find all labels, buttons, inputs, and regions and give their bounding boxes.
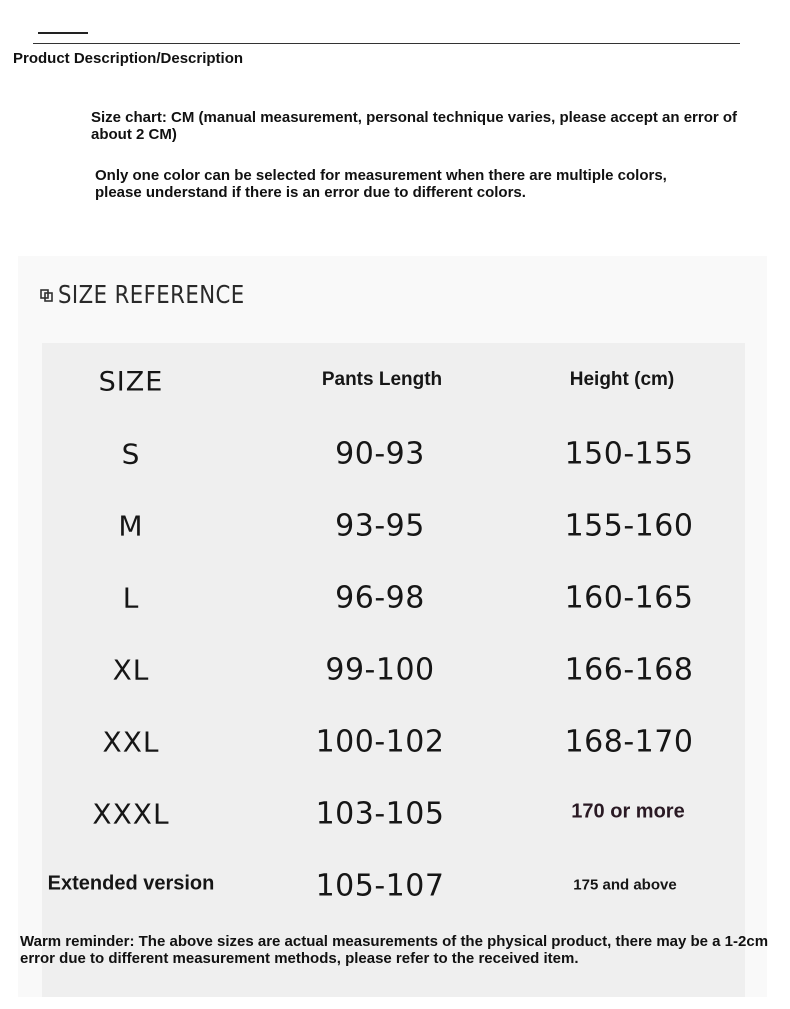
size-cell: M	[118, 509, 144, 543]
top-divider	[33, 43, 740, 44]
size-cell: XL	[112, 653, 150, 687]
pants-length-cell: 105-107	[315, 868, 445, 904]
height-cell: 150-155	[564, 436, 694, 472]
column-header-size: SIZE	[98, 366, 164, 398]
color-note: Only one color can be selected for measurement when there are multiple colors, please understand if there is an error due to different colors.	[95, 167, 667, 201]
section-heading: Product Description/Description	[13, 50, 244, 67]
size-reference-icon	[40, 287, 54, 303]
measurement-note: Size chart: CM (manual measurement, personal technique varies, please accept an error of about 2 CM)	[91, 109, 738, 143]
height-cell: 168-170	[564, 724, 694, 760]
size-cell: L	[122, 581, 140, 615]
warm-reminder: Warm reminder: The above sizes are actual measurements of the physical product, there may be a 1-2cm error due to different measurement methods, please refer to the received item.	[20, 933, 769, 967]
pants-length-cell: 103-105	[315, 796, 445, 832]
column-header-pants-length: Pants Length	[321, 369, 443, 390]
size-table	[42, 343, 745, 997]
size-cell: XXL	[102, 725, 160, 759]
size-cell: XXXL	[92, 797, 170, 831]
pants-length-cell: 96-98	[335, 580, 425, 616]
height-cell: 166-168	[564, 652, 694, 688]
size-cell: Extended version	[47, 872, 215, 895]
column-header-height: Height (cm)	[569, 369, 675, 390]
height-cell: 170 or more	[571, 800, 685, 823]
pants-length-cell: 99-100	[325, 652, 435, 688]
pants-length-cell: 93-95	[335, 508, 425, 544]
height-cell: 175 and above	[573, 876, 677, 894]
size-reference-title: SIZE REFERENCE	[58, 280, 245, 309]
height-cell: 155-160	[564, 508, 694, 544]
pants-length-cell: 90-93	[335, 436, 425, 472]
top-short-divider	[38, 32, 88, 34]
pants-length-cell: 100-102	[315, 724, 445, 760]
size-cell: S	[121, 437, 141, 471]
size-reference-heading	[40, 280, 278, 309]
height-cell: 160-165	[564, 580, 694, 616]
